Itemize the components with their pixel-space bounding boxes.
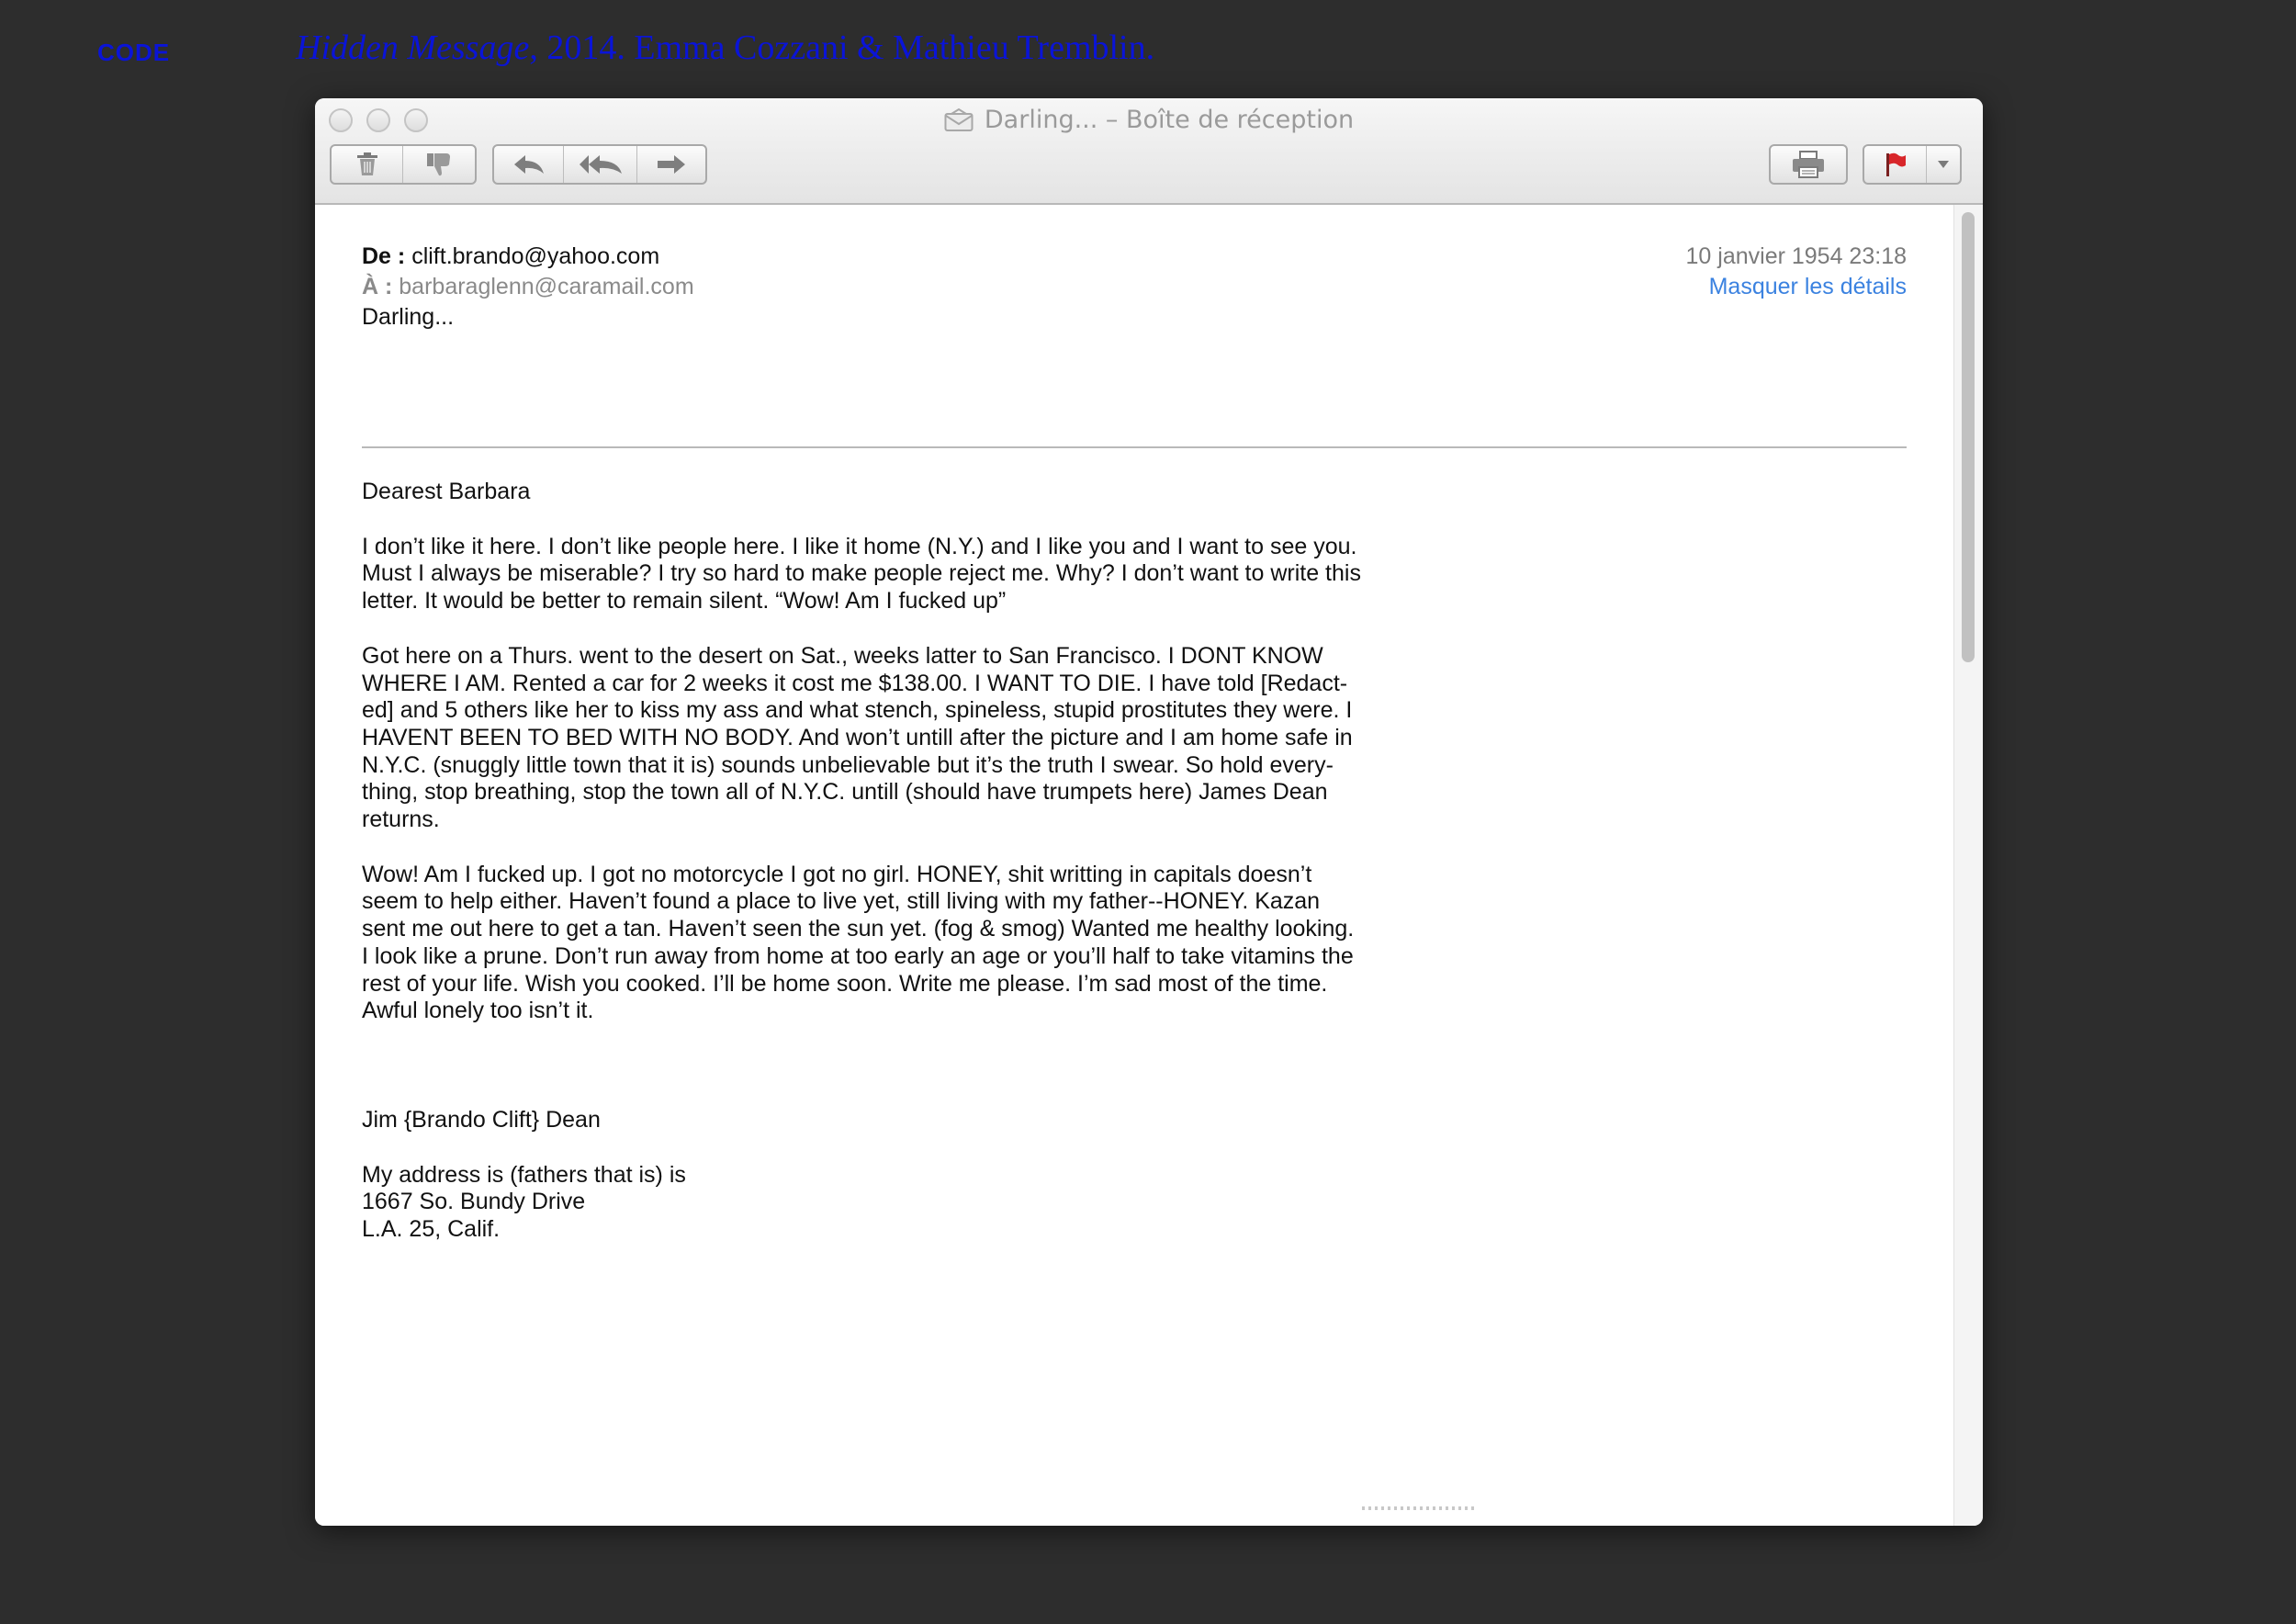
- flag-menu-button[interactable]: [1927, 146, 1960, 183]
- body-line: HAVENT BEEN TO BED WITH NO BODY. And won’t untill after the picture and I am home safe in: [362, 724, 1353, 750]
- body-line: ed] and 5 others like her to kiss my ass and what stench, spineless, stupid prostitutes they were. I: [362, 697, 1353, 724]
- forward-button[interactable]: [637, 146, 705, 183]
- pane-resize-handle[interactable]: [1362, 1506, 1474, 1510]
- print-button[interactable]: [1771, 146, 1846, 183]
- reply-button[interactable]: [494, 146, 564, 183]
- address-line: L.A. 25, Calif.: [362, 1216, 501, 1243]
- printer-icon: [1792, 151, 1825, 178]
- recipient-address[interactable]: barbaraglenn@caramail.com: [399, 274, 694, 299]
- body-line: N.Y.C. (snuggly little town that it is) sounds unbelievable but it’s the truth I swear. So hold every-: [362, 751, 1334, 778]
- window-titlebar: [315, 98, 1983, 205]
- from-label: De :: [362, 243, 406, 269]
- body-line: I don’t like it here. I don’t like people here. I like it home (N.Y.) and I like you and I want to see you.: [362, 533, 1357, 559]
- chevron-down-icon: [1937, 160, 1950, 169]
- body-line: letter. It would be better to remain silent. “Wow! Am I fucked up”: [362, 588, 1007, 615]
- to-label: À :: [362, 274, 393, 299]
- reply-all-icon: [578, 153, 624, 175]
- scrollbar-thumb[interactable]: [1962, 212, 1975, 662]
- work-credits: , 2014. Emma Cozzani & Mathieu Tremblin.: [529, 28, 1155, 67]
- window-title-text: Darling... – Boîte de réception: [984, 106, 1355, 134]
- code-label[interactable]: CODE: [97, 39, 171, 66]
- body-line: seem to help either. Haven’t found a place to live yet, still living with my father--HONEY. Kazan: [362, 888, 1321, 915]
- delete-junk-group: [330, 144, 477, 185]
- sender-address[interactable]: clift.brando@yahoo.com: [411, 243, 660, 269]
- hide-details-link[interactable]: Masquer les détails: [1708, 274, 1907, 299]
- header-divider: [362, 446, 1907, 448]
- flag-button[interactable]: [1864, 146, 1927, 183]
- body-line: Must I always be miserable? I try so hard to make people reject me. Why? I don’t want to write this: [362, 560, 1361, 587]
- from-row: [362, 242, 1907, 272]
- message-header: [362, 242, 1907, 333]
- body-line: Wow! Am I fucked up. I got no motorcycle I got no girl. HONEY, shit writting in capitals doesn’t: [362, 861, 1312, 887]
- greeting: Dearest Barbara: [362, 479, 531, 504]
- body-line: thing, stop breathing, stop the town all of N.Y.C. untill (should have trumpets here) James Dean: [362, 779, 1328, 806]
- thumbs-down-icon: [425, 152, 453, 177]
- delete-button[interactable]: [332, 146, 403, 183]
- message-date: 10 janvier 1954 23:18: [1685, 243, 1907, 269]
- body-line: rest of your life. Wish you cooked. I’ll be home soon. Write me please. I’m sad most of the time.: [362, 970, 1328, 997]
- junk-button[interactable]: [403, 146, 475, 183]
- body-line: WHERE I AM. Rented a car for 2 weeks it cost me $138.00. I WANT TO DIE. I have told [Redact-: [362, 670, 1348, 696]
- address-line: My address is (fathers that is) is: [362, 1161, 686, 1188]
- flag-icon: [1884, 152, 1908, 177]
- work-caption: [296, 28, 1154, 68]
- address-line: 1667 So. Bundy Drive: [362, 1189, 586, 1215]
- body-line: sent me out here to get a tan. Haven’t seen the sun yet. (fog & smog) Wanted me healthy looking.: [362, 916, 1355, 942]
- signature: Jim {Brando Clift} Dean: [362, 1106, 601, 1133]
- message-subject: Darling...: [362, 304, 455, 330]
- body-line: Got here on a Thurs. went to the desert on Sat., weeks latter to San Francisco. I DONT KNOW: [362, 642, 1323, 669]
- mail-window: [315, 98, 1983, 1526]
- message-body: [362, 479, 1390, 1244]
- envelope-icon: [944, 108, 974, 132]
- to-row: [362, 272, 1907, 302]
- forward-icon: [656, 153, 687, 175]
- window-title: [315, 106, 1983, 134]
- reply-icon: [512, 153, 546, 175]
- body-line: I look like a prune. Don’t run away from home at too early an age or you’ll half to take vitamins the: [362, 942, 1354, 969]
- body-line: Awful lonely too isn’t it.: [362, 998, 594, 1024]
- flag-group: [1863, 144, 1962, 185]
- reply-forward-group: [492, 144, 707, 185]
- work-title: Hidden Message: [296, 28, 530, 67]
- reply-all-button[interactable]: [564, 146, 637, 183]
- print-group: [1769, 144, 1848, 185]
- body-line: returns.: [362, 806, 440, 833]
- message-view: [315, 205, 1953, 1526]
- trash-icon: [355, 152, 379, 177]
